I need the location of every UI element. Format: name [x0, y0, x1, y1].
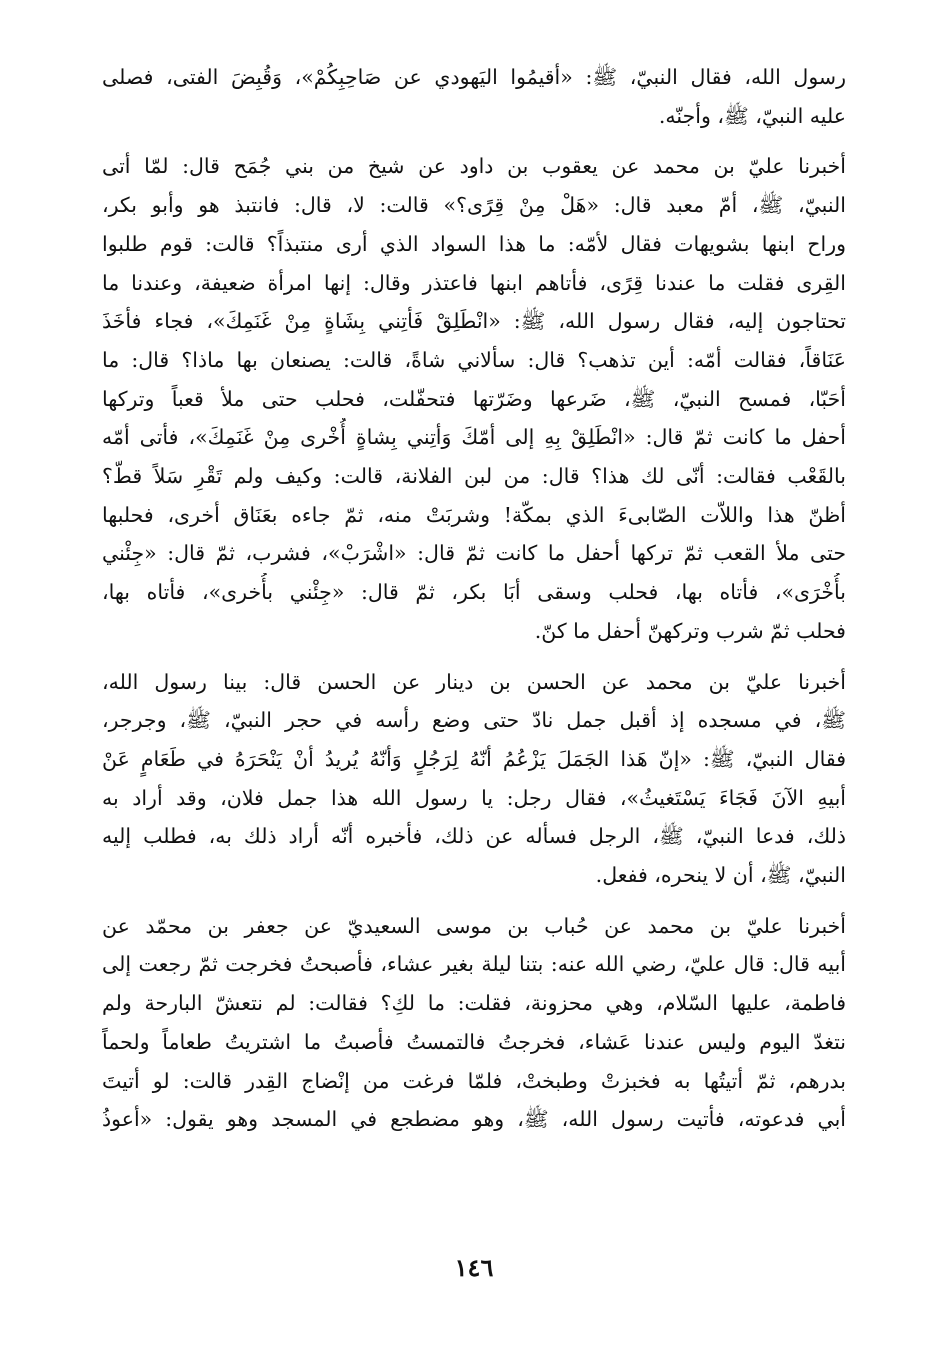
text-line: أخبرنا عليّ بن محمد عن حُباب بن موسى السعيديّ عن جعفر بن محمّد عن	[102, 913, 846, 938]
text-line: وراح ابنها بشويهات فقال لأمّه: ما هذا السواد الذي أرى منتبذاً؟ قالت: قوم طلبوا	[102, 231, 846, 256]
text-line: أبي فدعوته، فأتيت رسول الله، ﷺ، وهو مضطجع في المسجد وهو يقول: «أعوذُ	[102, 1107, 846, 1132]
text-line: حتى ملأ القعب ثمّ تركها أحفل ما كانت ثمّ قال: «اشْرَبْ»، فشرب، ثمّ قال: «جِئْني	[102, 541, 846, 566]
text-line: أخبرنا عليّ بن محمد عن الحسن بن دينار عن الحسن قال: بينا رسول الله،	[102, 669, 846, 694]
text-line: أظنّ هذا واللاّت الصّابىءَ الذي بمكّة! وشربَتْ منه، ثمّ جاءه بعَنَاق أخرى، فحلبها	[102, 502, 846, 527]
paragraph	[102, 58, 846, 135]
text-line: النبيّ، ﷺ، أمّ معبد قال: «هَلْ مِنْ قِرًى؟» قالت: لا، قال: فانتبذ هو وأبو بكر،	[102, 193, 846, 218]
paragraph	[102, 147, 846, 650]
text-line: أبيهِ الآنَ فَجَاءَ يَسْتَغيثُ»، فقال رجل: يا رسول الله هذا جمل فلان، وقد أراد به	[102, 785, 846, 810]
text-line: بدرهم، ثمّ أتيتُها به فخبزتْ وطبختْ، فلمّا فرغت من إنْضاج القِدر قالت: لو أتيتَ	[102, 1068, 846, 1093]
text-line: فحلب ثمّ شرب وتركهنّ أحفل ما كنّ.	[534, 618, 846, 643]
text-line: أحَبّا، فمسح النبيّ، ﷺ، ضَرعها وضَرّتها فتحفّلت، فحلب حتى ملأ قعباً وتركها	[102, 386, 846, 411]
text-line: فقال النبيّ، ﷺ: «إنّ هَذا الجَمَلَ يَزْعُمُ أنّهُ لِرَجُلٍ وَأنّهُ يُريدُ أنْ يَنْحَرَهُ في طَعَامٍ عَنْ	[102, 746, 846, 771]
page-number: ١٤٦	[454, 1253, 494, 1282]
text-line: أبيه قال: قال عليّ، رضي الله عنه: بتنا ليلة بغير عشاء، فأصبحتُ فخرجت ثمّ رجعت إلى	[102, 952, 846, 977]
text-line: بأُخْرَى»، فأتاه بها، فحلب وسقى أبَا بكر، ثمّ قال: «جِئْني بأُخرى»، فأتاه بها،	[102, 580, 846, 605]
text-line: أخبرنا عليّ بن محمد عن يعقوب بن داود عن شيخ من بني جُمَح قال: لمّا أتى	[102, 154, 846, 179]
text-line: تحتاجون إليه، فقال رسول الله، ﷺ: «انْطَلِقْ فَأتِني بِشَاةٍ مِنْ غَنَمِكَ»، فجاء فأخَذَ	[102, 309, 846, 334]
text-line: عَنَاقاً، فقالت أمّه: أين تذهب؟ قال: سألاني شاةً، قالت: يصنعان بها ماذا؟ قال: ما	[102, 347, 846, 372]
text-line: أحفل ما كانت ثمّ قال: «انْطَلِقْ بِهِ إلى أمّكَ وَأتِني بِشاةٍ أُخْرى مِنْ غَنَمِكَ»، فأتى أمّه	[102, 425, 846, 450]
text-line: عليه النبيّ، ﷺ، وأجنّه.	[658, 103, 846, 128]
text-line: النبيّ، ﷺ، أن لا ينحره، ففعل.	[595, 863, 846, 888]
text-line: بالقَعْب فقالت: أنّى لك هذا؟ قال: من لبن الفلانة، قالت: وكيف ولم تَقْرِ سَلاً قطّ؟	[102, 464, 846, 489]
text-line: ذلك، فدعا النبيّ، ﷺ، الرجل فسأله عن ذلك، فأخبره أنّه أراد ذلك به، فطلب إليه	[102, 824, 846, 849]
paragraph	[102, 907, 846, 1139]
text-line: رسول الله، فقال النبيّ، ﷺ: «أقيمُوا اليَهودي عن صَاحِبِكُمْ»، وَقُبِضَ الفتى، فصلى	[102, 65, 846, 89]
paragraph	[102, 663, 846, 895]
text-line: فاطمة، عليها السّلام، وهي محزونة، فقلت: ما لكِ؟ فقالت: لم نتعشّ البارحة ولم	[102, 991, 846, 1016]
text-line: نتغدّ اليوم وليس عندنا عَشاء، فخرجتُ فالتمستُ فأصبتُ ما اشتريتُ طعاماً ولحماً	[102, 1029, 846, 1054]
text-line: القِرى فقلت ما عندنا قِرًى، فأتاهم ابنها فاعتذر وقال: إنها امرأة ضعيفة، وعندنا ما	[102, 270, 846, 295]
text-line: ﷺ، في مسجده إذ أقبل جمل نادّ حتى وضع رأسه في حجر النبيّ، ﷺ، وجرجر،	[102, 708, 846, 733]
